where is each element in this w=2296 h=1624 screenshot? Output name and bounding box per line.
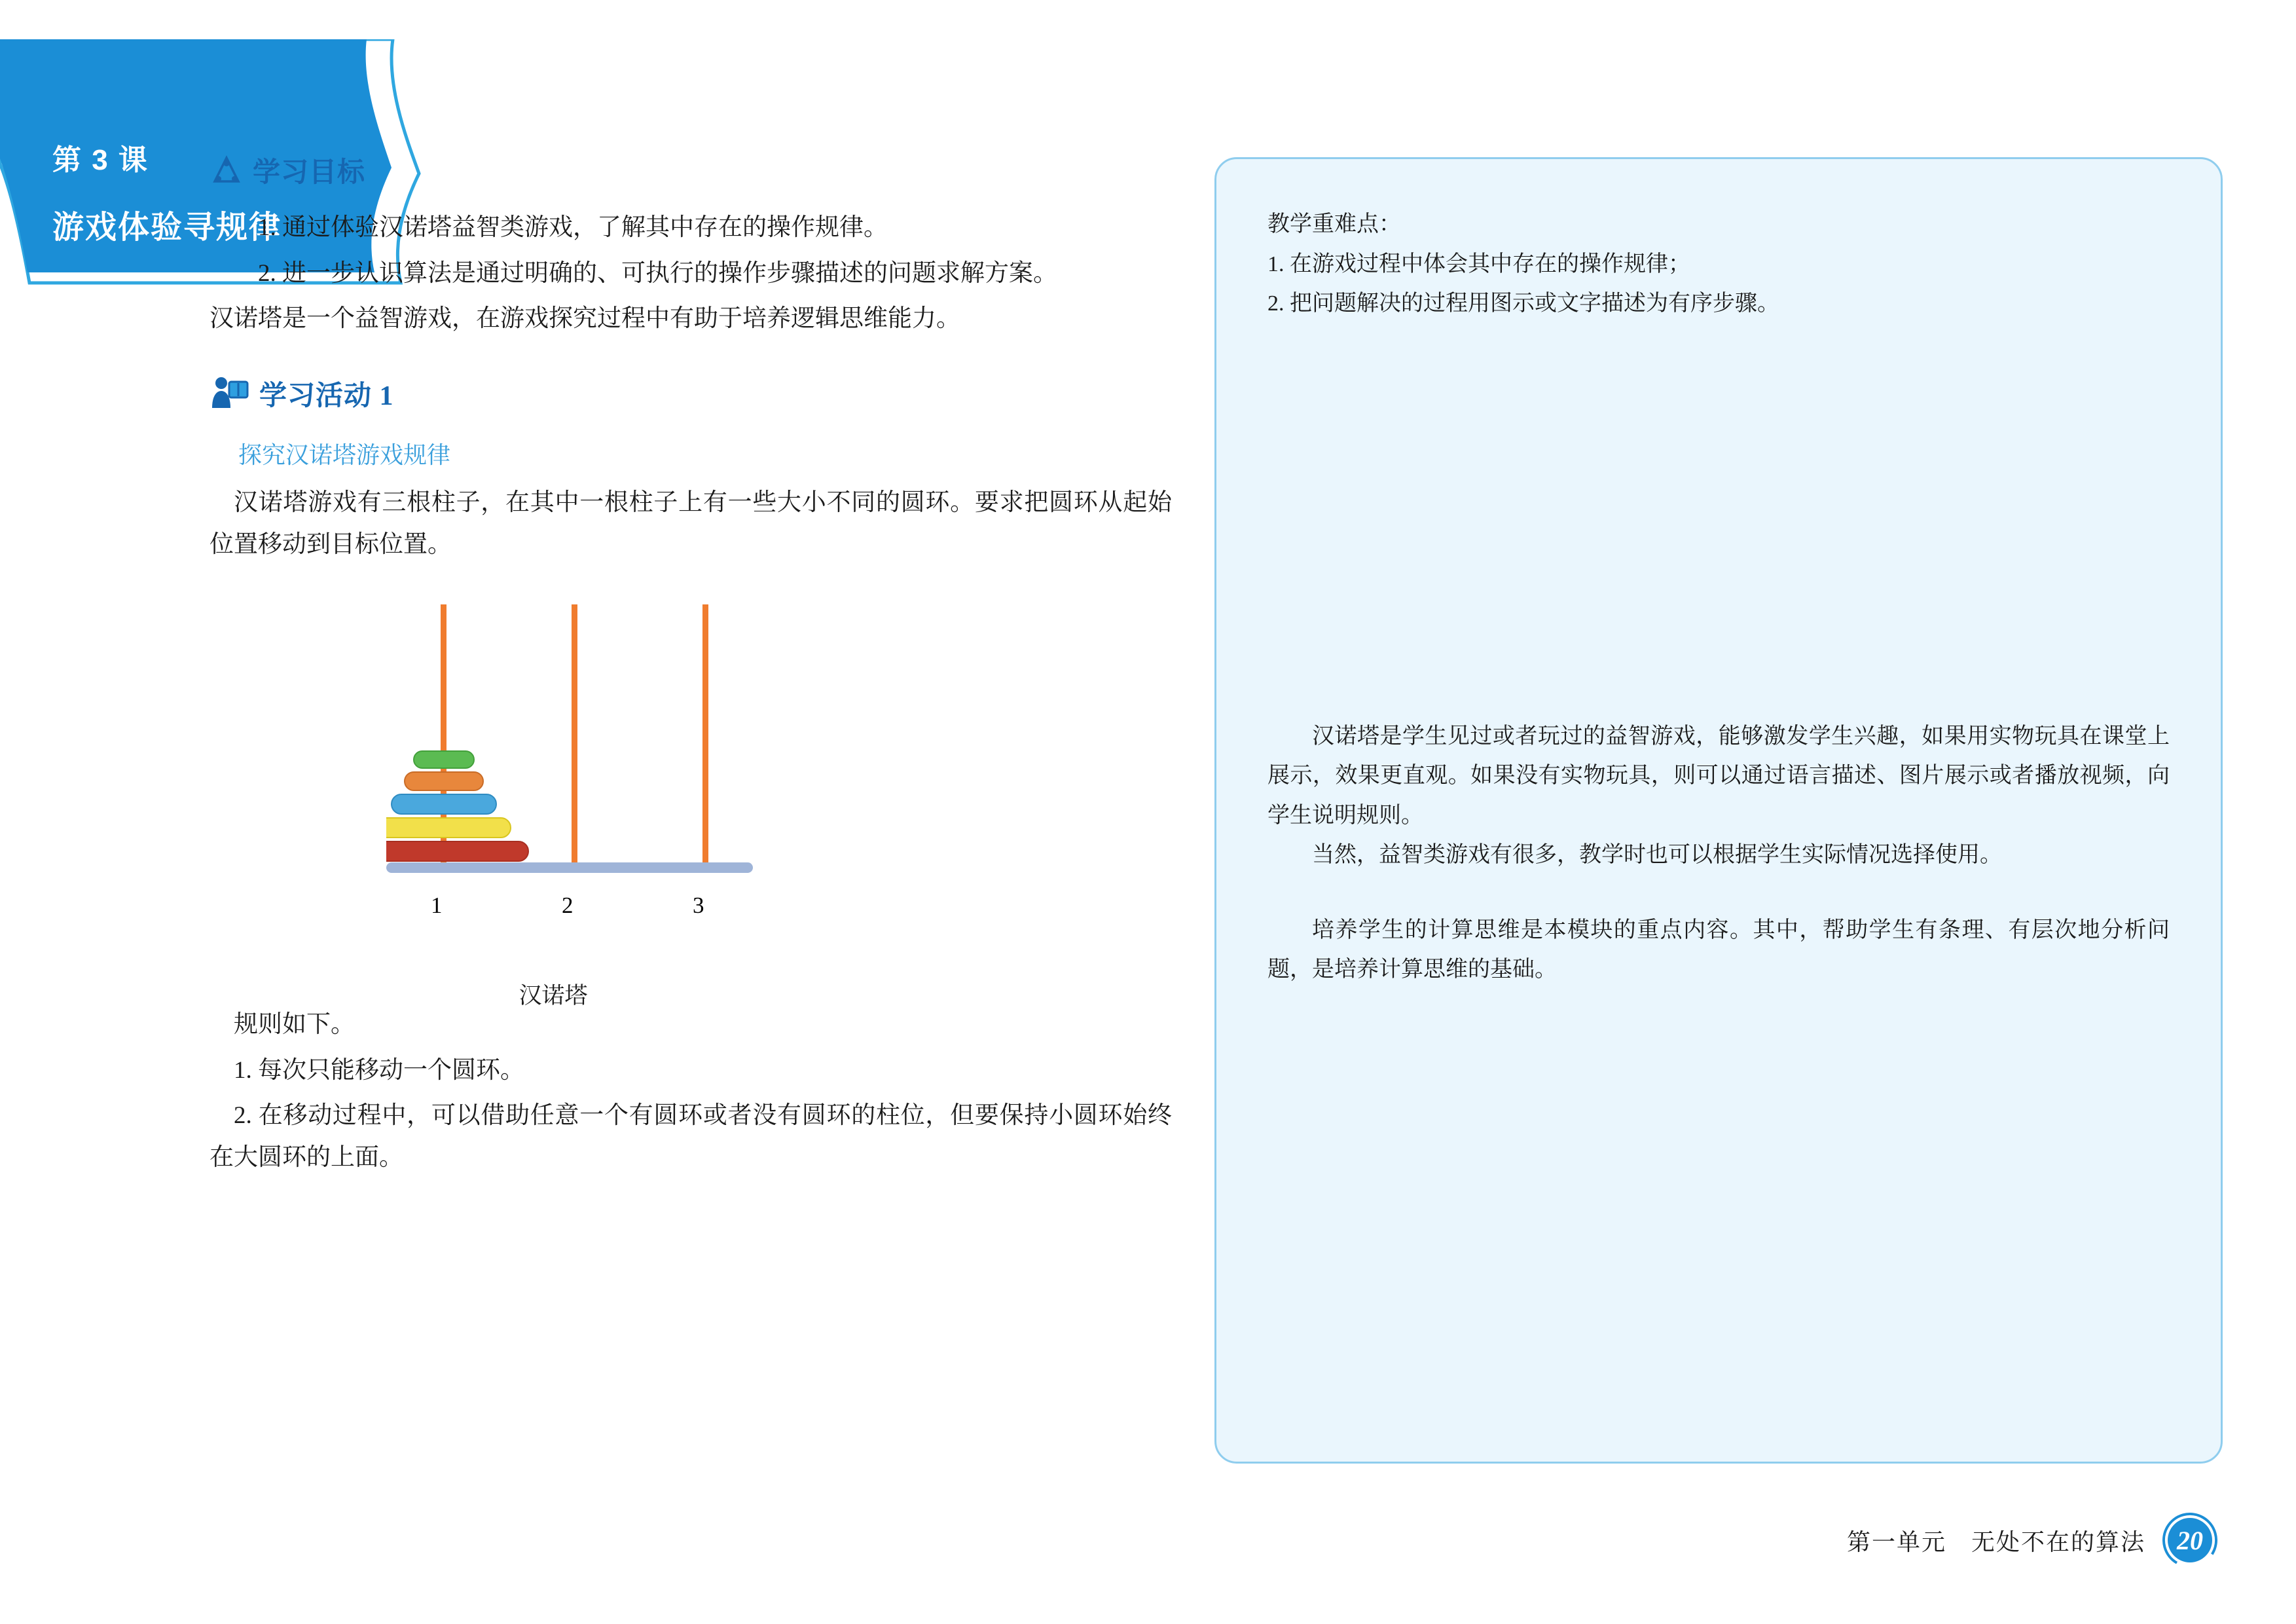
disk-3 <box>392 794 496 814</box>
peg-label-1: 1 <box>431 893 443 919</box>
note-paragraph-3: 培养学生的计算思维是本模块的重点内容。其中，帮助学生有条理、有层次地分析问题，是培养计算思维的基础。 <box>1267 917 2170 982</box>
activity-subtitle: 探究汉诺塔游戏规律 <box>238 441 451 468</box>
hanoi-figure <box>210 585 1172 1030</box>
peg-2 <box>572 604 577 866</box>
note-point-2: 2. 把问题解决的过程用图示或文字描述为有序步骤。 <box>1267 291 1779 316</box>
main-content-column <box>210 151 1172 1183</box>
note-title: 教学重难点： <box>1267 212 1401 236</box>
rules-lead: 规则如下。 <box>234 1011 355 1039</box>
objective-item-2: 2. 进一步认识算法是通过明确的、可执行的操作步骤描述的问题求解方案。 <box>258 259 1057 287</box>
page-number-badge <box>2162 1513 2217 1568</box>
page-footer <box>1847 1513 2217 1568</box>
disk-5 <box>414 751 474 768</box>
rule-item-1: 1. 每次只能移动一个圆环。 <box>234 1056 524 1084</box>
banner-lesson-number: 第 3 课 <box>52 144 149 176</box>
figure-caption: 汉诺塔 <box>519 983 588 1009</box>
peg-label-3: 3 <box>693 893 704 919</box>
note-paragraph-1: 汉诺塔是学生见过或者玩过的益智游戏，能够激发学生兴趣，如果用实物玩具在课堂上展示，效果更直观。如果没有实物玩具，则可以通过语言描述、图片展示或者播放视频，向学生说明规则。 <box>1267 724 2170 828</box>
banner-lesson-title: 游戏体验寻规律 <box>52 210 282 245</box>
teacher-note-box <box>1214 157 2223 1464</box>
peg-3 <box>702 604 708 866</box>
disk-4 <box>405 772 483 790</box>
learning-objective-heading <box>210 151 1172 190</box>
person-reading-icon <box>210 375 250 412</box>
page-number: 20 <box>2177 1525 2203 1555</box>
hanoi-base <box>386 862 753 873</box>
learning-objective-label: 学习目标 <box>253 158 366 188</box>
rule-item-2: 2. 在移动过程中，可以借助任意一个有圆环或者没有圆环的柱位，但要保持小圆环始终在大圆环的上面。 <box>210 1102 1172 1171</box>
activity-description: 汉诺塔游戏有三根柱子，在其中一根柱子上有一些大小不同的圆环。要求把圆环从起始位置移动到目标位置。 <box>210 489 1172 558</box>
objective-item-1: 1. 通过体验汉诺塔益智类游戏，了解其中存在的操作规律。 <box>258 214 888 241</box>
footer-unit-title: 第一单元 无处不在的算法 <box>1846 1528 2145 1555</box>
compass-icon <box>210 155 244 185</box>
disk-1 <box>386 841 528 861</box>
intro-paragraph: 汉诺塔是一个益智游戏，在游戏探究过程中有助于培养逻辑思维能力。 <box>210 305 960 333</box>
note-point-1: 1. 在游戏过程中体会其中存在的操作规律； <box>1267 251 1690 276</box>
learning-activity-heading <box>210 374 1172 413</box>
disk-2 <box>386 818 511 838</box>
peg-label-2: 2 <box>562 893 574 919</box>
learning-activity-label: 学习活动 1 <box>259 380 394 411</box>
note-paragraph-2: 当然，益智类游戏有很多，教学时也可以根据学生实际情况选择使用。 <box>1312 843 2002 868</box>
